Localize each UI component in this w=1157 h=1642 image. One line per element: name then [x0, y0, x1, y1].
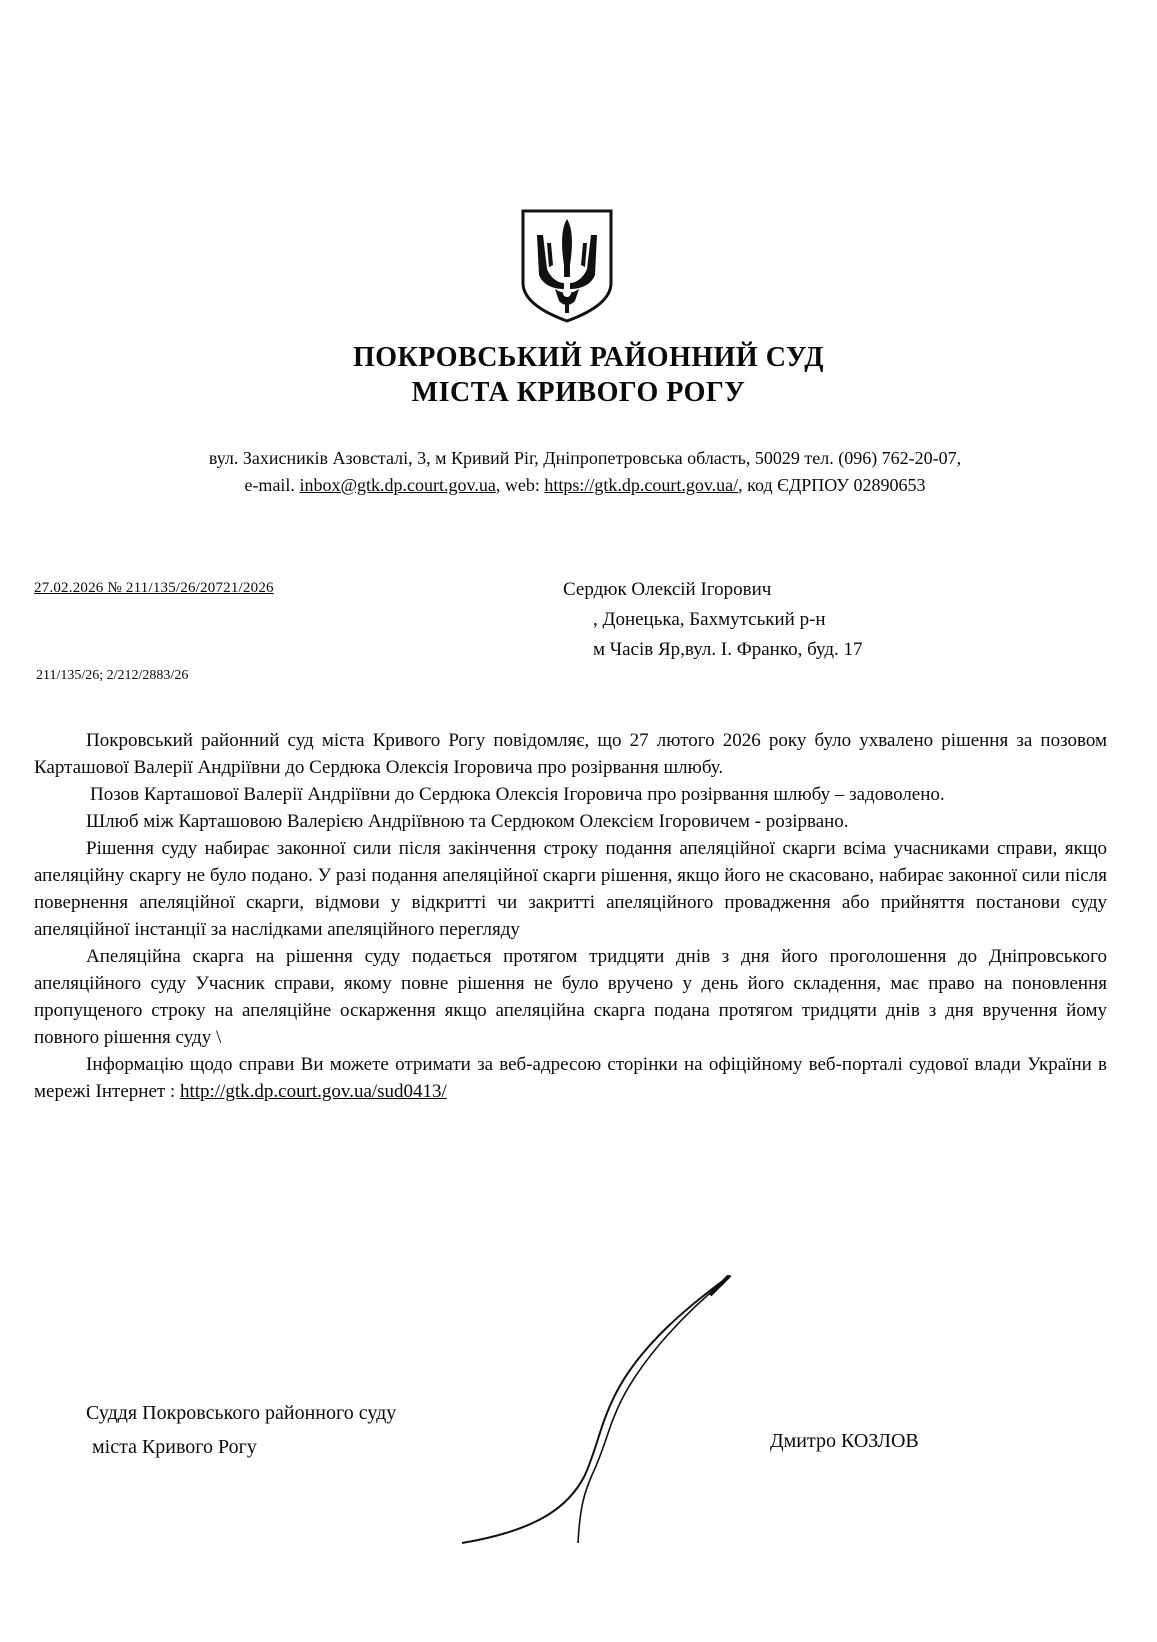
- court-address: [60, 445, 1110, 499]
- recipient-block: [563, 575, 863, 665]
- position-line2: міста Кривого Рогу: [92, 1436, 257, 1458]
- outgoing-reference: 27.02.2026 № 211/135/26/20721/2026: [34, 580, 274, 596]
- paragraph-claim-granted: Позов Карташової Валерії Андріївни до Сердюка Олексія Ігоровича про розірвання шлюбу – задоволено.: [90, 784, 945, 805]
- trident-emblem-icon: [517, 205, 617, 325]
- paragraph-info: [34, 1051, 1107, 1105]
- contacts-line: e-mail. inbox@gtk.dp.court.gov.ua, web: https://gtk.dp.court.gov.ua/, код ЄДРПОУ 02890653: [244, 475, 926, 495]
- email-link[interactable]: inbox@gtk.dp.court.gov.ua: [299, 475, 496, 495]
- paragraph-decision: Покровський районний суд міста Кривого Рогу повідомляє, що 27 лютого 2026 року було ухвалено рішення за позовом Карташової Валерії Андріївни до Сердюка Олексія Ігоровича про розірвання шлюбу.: [34, 730, 1107, 778]
- handwritten-signature-icon: [460, 1275, 800, 1545]
- paragraph-appeal: Апеляційна скарга на рішення суду подається протягом тридцяти днів з дня його проголошення до Дніпровського апеляційного суду Учасник справи, якому повне рішення не було вручено у день його складення, має право на поновлення пропущеного строку на апеляційне оскарження якщо апеляційна скарга подана протягом тридцяти днів з дня вручення йому повного рішення суду \: [34, 946, 1107, 1048]
- edrpou-code: 02890653: [853, 475, 926, 495]
- position-line1: Суддя Покровського районного суду: [86, 1402, 397, 1424]
- paragraph-marriage-dissolved: Шлюб між Карташовою Валерією Андріївною та Сердюком Олексієм Ігоровичем - розірвано.: [86, 811, 849, 832]
- court-name-line1: ПОКРОВСЬКИЙ РАЙОННИЙ СУД: [352, 342, 825, 373]
- recipient-region: , Донецька, Бахмутський р-н: [593, 609, 826, 630]
- case-numbers: 211/135/26; 2/212/2883/26: [36, 668, 189, 683]
- email-label: e-mail.: [244, 475, 295, 495]
- web-label: web:: [504, 475, 540, 495]
- recipient-name: Сердюк Олексій Ігорович: [563, 579, 772, 600]
- paragraph-legal-force: Рішення суду набирає законної сили після закінчення строку подання апеляційної скарги всіма учасниками справи, якщо апеляційну скаргу не було подано. У разі подання апеляційної скарги рішення, якщо його не скасовано, набирає законної сили після повернення апеляційної скарги, відмови у відкритті чи закритті апеляційного провадження або прийняття постанови суду апеляційної інстанції за наслідками апеляційного перегляду: [34, 838, 1107, 940]
- web-link[interactable]: https://gtk.dp.court.gov.ua/: [544, 475, 739, 495]
- address-line: вул. Захисників Азовсталі, 3, м Кривий Ріг, Дніпропетровська область, 50029 тел. (096) 762-20-07,: [208, 448, 962, 468]
- court-title: [0, 340, 1157, 410]
- notice-body: [34, 727, 1107, 1105]
- court-name-line2: МІСТА КРИВОГО РОГУ: [411, 377, 746, 408]
- judge-position: [86, 1396, 396, 1464]
- judge-name: Дмитро КОЗЛОВ: [770, 1430, 919, 1452]
- case-info-link[interactable]: http://gtk.dp.court.gov.ua/sud0413/: [179, 1081, 447, 1102]
- info-text: Інформацію щодо справи Ви можете отримати за веб-адресою сторінки на офіційному веб-порталі судової влади України в мережі Інтернет :: [34, 1054, 1107, 1102]
- recipient-address: м Часів Яр,вул. І. Франко, буд. 17: [593, 639, 863, 660]
- edrpou-label: , код ЄДРПОУ: [738, 475, 850, 495]
